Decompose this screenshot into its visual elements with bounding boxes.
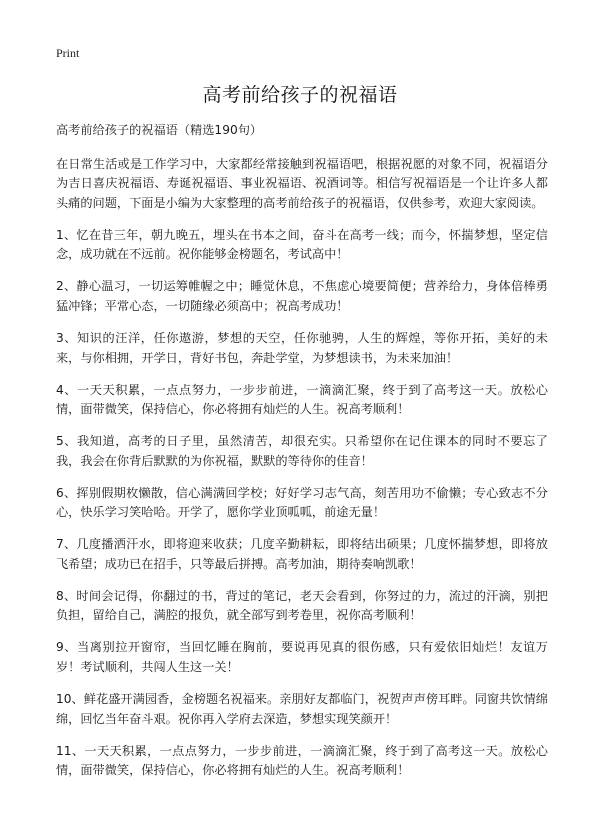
- blessing-item-7: 7、几度播洒汗水，即将迎来收获；几度辛勤耕耘，即将结出硕果；几度怀揣梦想，即将放飞希望；成功已在招手，只等最后拼搏。高考加油，期待奏响凯歌！: [56, 537, 548, 571]
- blessing-item-5: 5、我知道，高考的日子里，虽然清苦，却很充实。只希望你在记住课本的同时不要忘了我，我会在你背后默默的为你祝福，默默的等待你的佳音！: [56, 434, 548, 468]
- document-subtitle: 高考前给孩子的祝福语（精选190句）: [56, 123, 263, 137]
- blessing-item-6: 6、挥别假期枚懒散，信心满满回学校；好好学习志气高，刻苦用功不偷懒；专心致志不分心，快乐学习笑哈哈。开学了，愿你学业顶呱呱，前途无量！: [56, 485, 548, 520]
- document-body: [56, 121, 548, 793]
- blessing-item-4: 4、一天天积累，一点点努力，一步步前进，一滴滴汇聚，终于到了高考这一天。放松心情，面带微笑，保持信心，你必将拥有灿烂的人生。祝高考顺利！: [56, 382, 548, 417]
- blessing-item-2: 2、静心温习，一切运筹帷幄之中；睡觉休息，不焦虑心境要简便；营养给力，身体倍棒勇猛冲锋；平常心态，一切随缘必须高中；祝高考成功！: [56, 279, 548, 313]
- intro-paragraph: 在日常生活或是工作学习中，大家都经常接触到祝福语吧，根据祝愿的对象不同，祝福语分为吉日喜庆祝福语、寿诞祝福语、事业祝福语、祝酒词等。相信写祝福语是一个让许多人都头痛的问题，下面是小编为大家整理的高考前给孩子的祝福语，仅供参考，欢迎大家阅读。: [56, 156, 548, 210]
- blessing-item-8: 8、时间会记得，你翻过的书，背过的笔记，老天会看到，你努过的力，流过的汗滴，别把负担，留给自己，满腔的报负，就全部写到考卷里，祝你高考顺利！: [56, 588, 548, 623]
- blessing-item-3: 3、知识的汪洋，任你遨游，梦想的天空，任你驰骋，人生的辉煌，等你开拓，美好的未来，与你相拥，开学日，背好书包，奔赴学堂，为梦想读书，为未来加油！: [56, 330, 548, 365]
- document-title: 高考前给孩子的祝福语: [202, 84, 398, 106]
- blessing-item-1: 1、忆在昔三年，朝九晚五，埋头在书本之间，奋斗在高考一线；而今，怀揣梦想，坚定信念，成功就在不远前。祝你能够金榜题名，考试高中！: [56, 227, 548, 262]
- blessing-item-9: 9、当离别拉开窗帘，当回忆睡在胸前，要说再见真的很伤感，只有爱依旧灿烂！友谊万岁！考试顺利，共闯人生这一关！: [56, 640, 548, 674]
- blessing-item-11: 11、一天天积累，一点点努力，一步步前进，一滴滴汇聚，终于到了高考这一天。放松心情，面带微笑，保持信心，你必将拥有灿烂的人生。祝高考顺利！: [56, 743, 548, 778]
- print-link[interactable]: Print: [56, 46, 80, 60]
- blessing-item-10: 10、鲜花盛开满园香，金榜题名祝福来。亲朋好友都临门，祝贺声声傍耳畔。同窗共饮情绵绵，回忆当年奋斗艰。祝你再入学府去深造，梦想实现笑颜开！: [56, 691, 548, 726]
